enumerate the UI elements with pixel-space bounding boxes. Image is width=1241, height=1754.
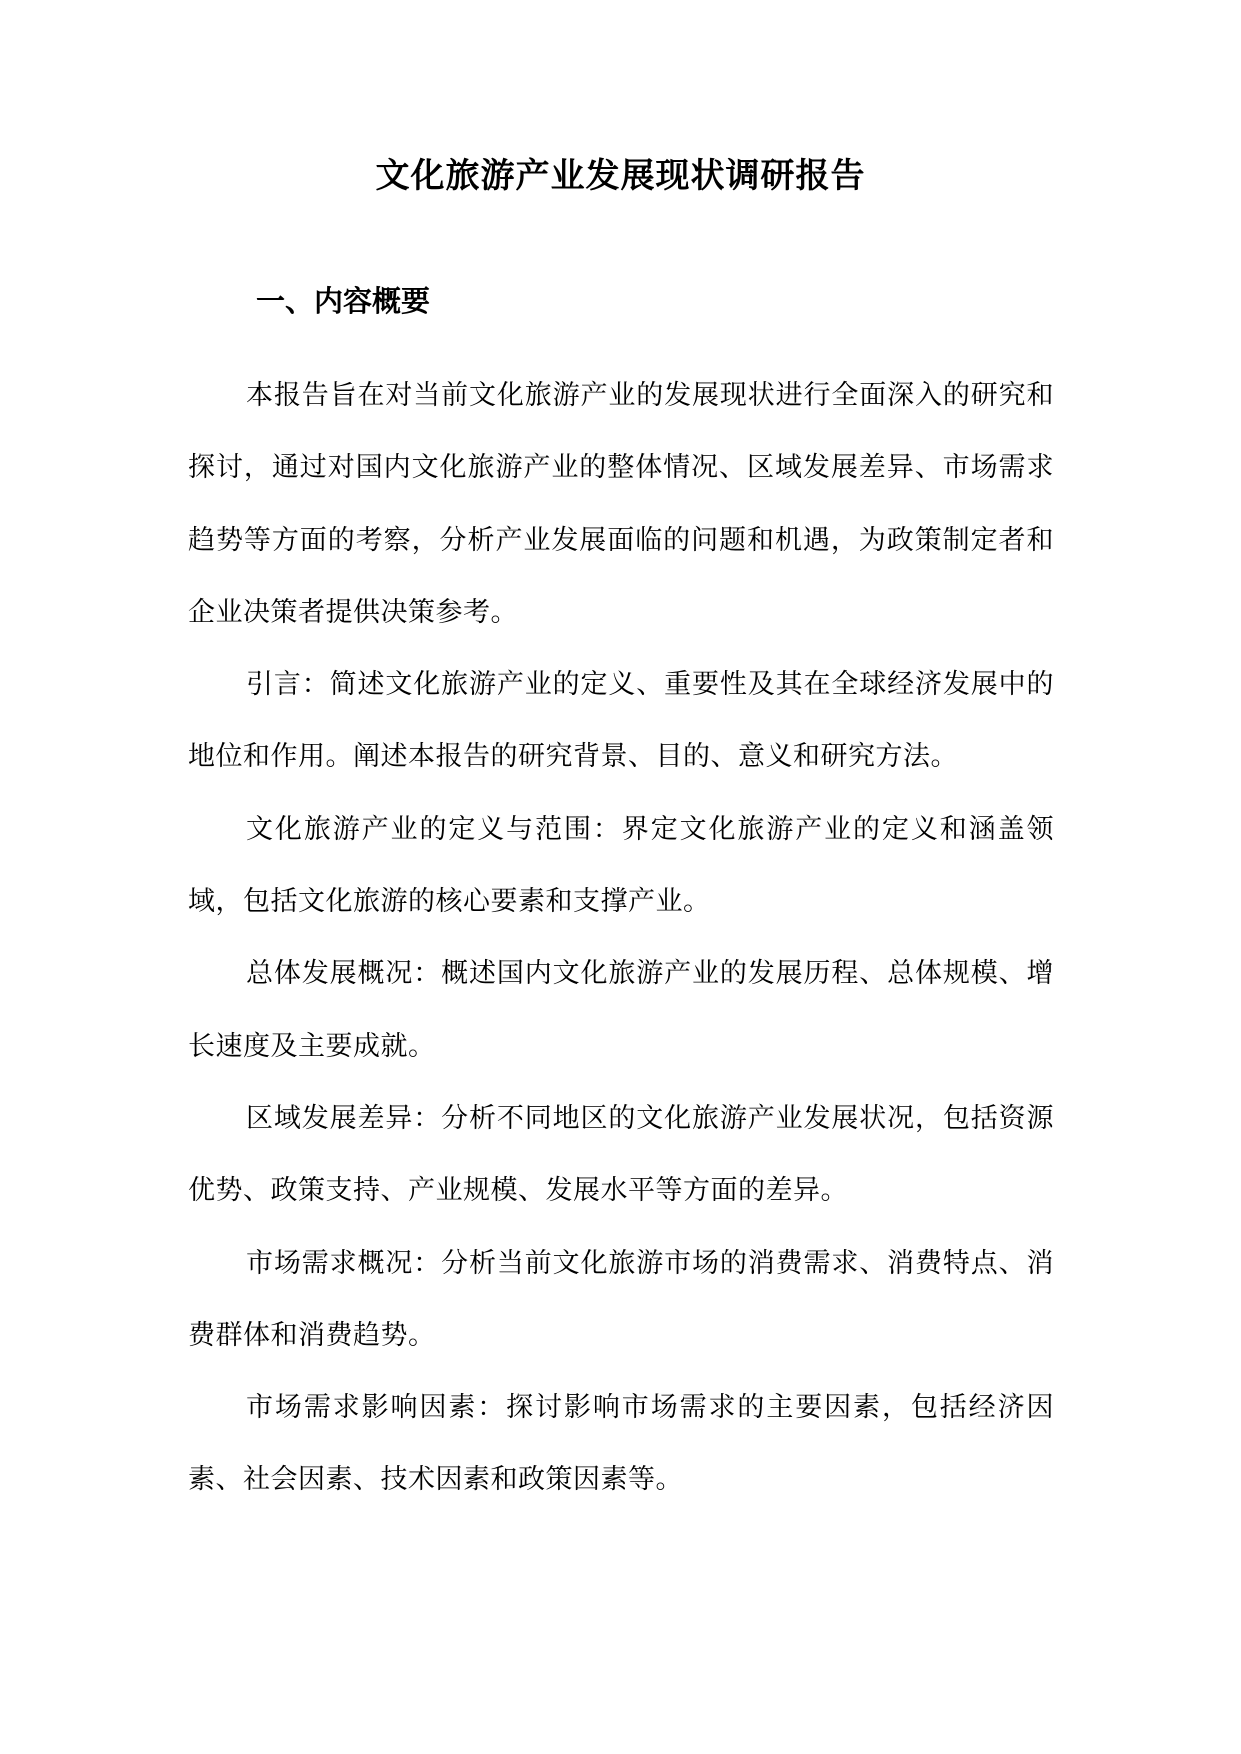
paragraph-summary: 本报告旨在对当前文化旅游产业的发展现状进行全面深入的研究和探讨，通过对国内文化旅游产业的整体情况、区域发展差异、市场需求趋势等方面的考察，分析产业发展面临的问题和机遇，为政策制定者和企业决策者提供决策参考。	[188, 380, 1054, 628]
section-heading: 一、内容概要	[256, 284, 431, 318]
paragraph-regional-differences: 区域发展差异：分析不同地区的文化旅游产业发展状况，包括资源优势、政策支持、产业规模、发展水平等方面的差异。	[188, 1102, 1054, 1207]
paragraph-market-demand: 市场需求概况：分析当前文化旅游市场的消费需求、消费特点、消费群体和消费趋势。	[188, 1247, 1054, 1351]
document-title: 文化旅游产业发展现状调研报告	[375, 156, 866, 196]
document-body	[188, 360, 1054, 1517]
paragraph-overall-development: 总体发展概况：概述国内文化旅游产业的发展历程、总体规模、增长速度及主要成就。	[188, 958, 1054, 1062]
paragraph-definition-scope: 文化旅游产业的定义与范围：界定文化旅游产业的定义和涵盖领域，包括文化旅游的核心要素和支撑产业。	[188, 813, 1054, 918]
paragraph-introduction: 引言：简述文化旅游产业的定义、重要性及其在全球经济发展中的地位和作用。阐述本报告的研究背景、目的、意义和研究方法。	[188, 669, 1054, 773]
paragraph-demand-factors: 市场需求影响因素：探讨影响市场需求的主要因素，包括经济因素、社会因素、技术因素和政策因素等。	[188, 1392, 1054, 1496]
